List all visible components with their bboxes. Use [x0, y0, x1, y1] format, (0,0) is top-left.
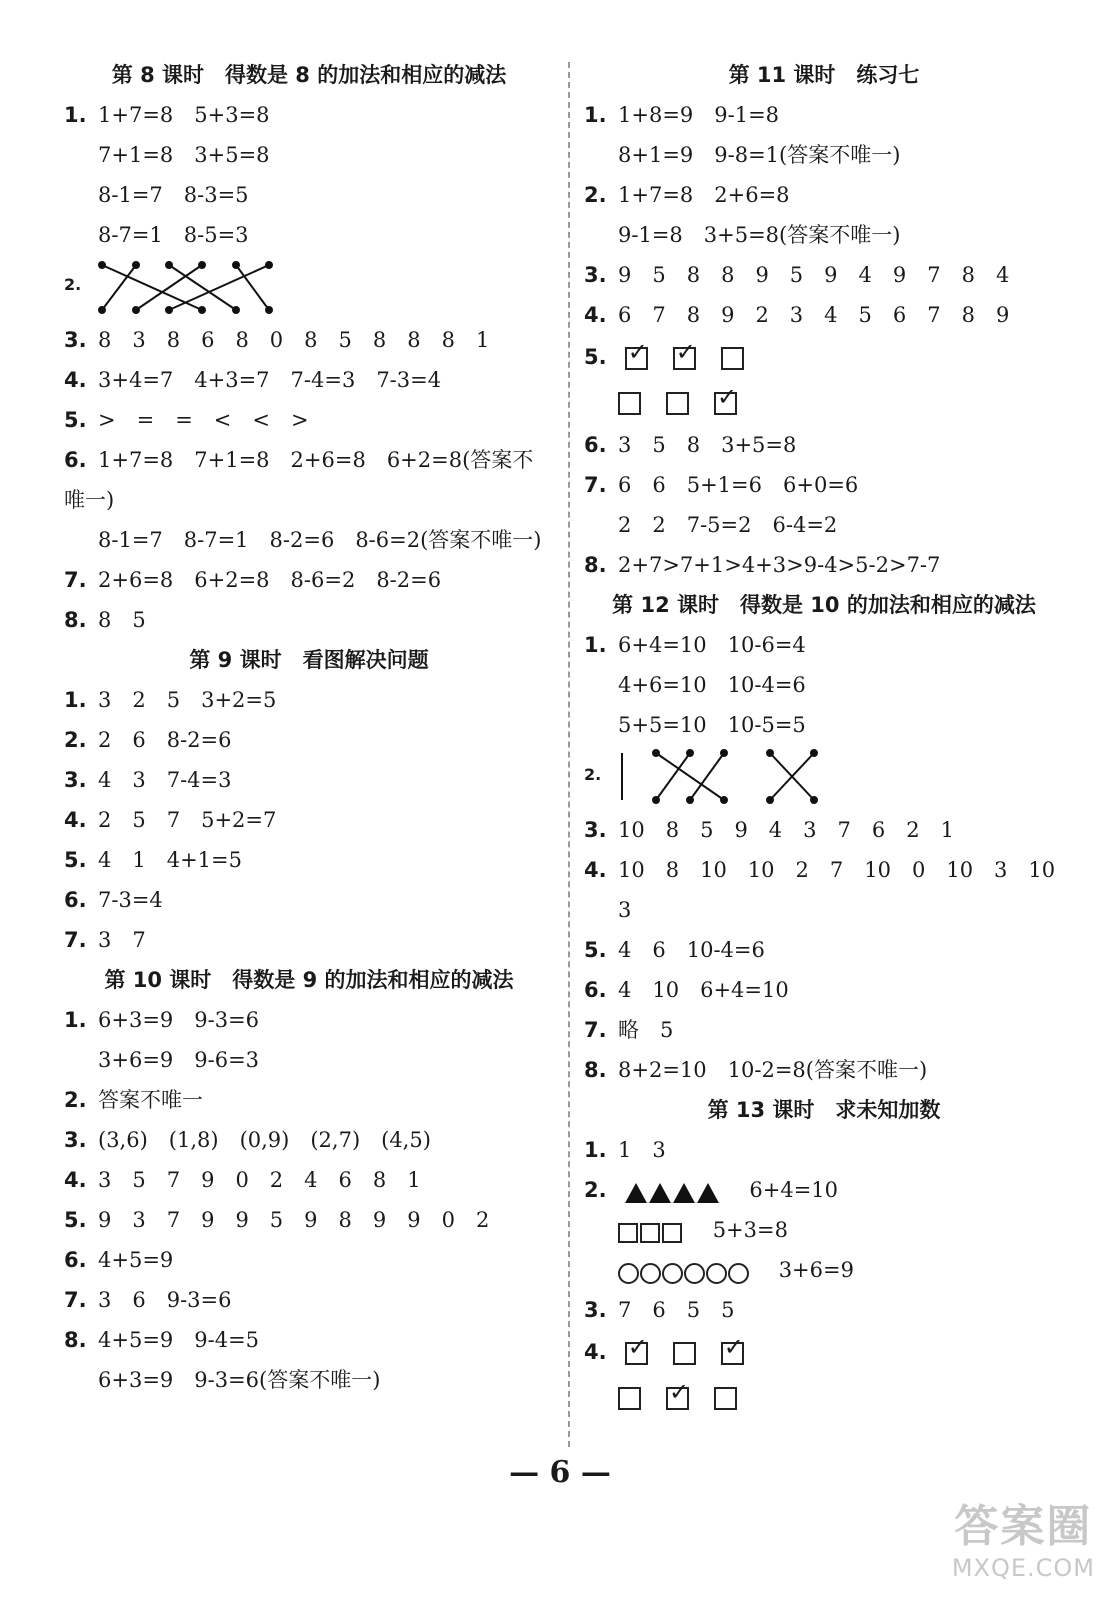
- q8-line: [584, 1050, 1064, 1090]
- q6-line: [64, 1240, 554, 1280]
- q7-cont: 2 2 7-5=2 6-4=2: [618, 513, 838, 537]
- watermark-title: 答案圈: [954, 1501, 1093, 1552]
- answer-text: 9 3 7 9 9 5 9 8 9 9 0 2: [98, 1208, 490, 1232]
- q2-matching: [64, 255, 554, 320]
- q2-line: [584, 1170, 1064, 1210]
- q4-line: [584, 850, 1064, 890]
- right-column: [584, 55, 1064, 1420]
- q1-line: [584, 625, 1064, 665]
- q7-line: [584, 1010, 1064, 1050]
- q3-line: [64, 1120, 554, 1160]
- answer-text: 5+3=8: [712, 1218, 788, 1242]
- q4-line: [584, 295, 1064, 335]
- q-number: 5.: [64, 1208, 87, 1232]
- q1-cont: 7+1=8 3+5=8: [98, 143, 270, 167]
- q-number: 6.: [584, 433, 607, 457]
- q-number: 3.: [584, 818, 607, 842]
- answer-text: 略 5: [618, 1018, 674, 1042]
- q-number: 8.: [584, 1058, 607, 1082]
- q1-cont: 8-1=7 8-3=5: [98, 183, 249, 207]
- answer-text: 8 5: [98, 608, 146, 632]
- q2-cont: [584, 1250, 1064, 1290]
- answer-text: 3 6 9-3=6: [98, 1288, 232, 1312]
- q-number: 8.: [64, 608, 87, 632]
- q-number: 5.: [584, 345, 607, 369]
- q5-line: [64, 400, 554, 440]
- squares-icon: [618, 1212, 684, 1252]
- answer-text: 9 5 8 8 9 5 9 4 9 7 8 4: [618, 263, 1010, 287]
- q1-line: [64, 1000, 554, 1040]
- q7-line: [584, 465, 1064, 505]
- q-number: 5.: [64, 408, 87, 432]
- q-number: 2.: [584, 1178, 607, 1202]
- q-number: 5.: [584, 938, 607, 962]
- q3-line: [584, 255, 1064, 295]
- q6-cont: 8-1=7 8-7=1 8-2=6 8-6=2(答案不唯一): [98, 528, 542, 552]
- q-number: 1.: [584, 633, 607, 657]
- empty-box-icon: [666, 392, 689, 415]
- q-number: 8.: [64, 1328, 87, 1352]
- q2-cont: 9-1=8 3+5=8(答案不唯一): [618, 223, 901, 247]
- q2-line: [64, 720, 554, 760]
- q7-line: [64, 920, 554, 960]
- answer-text: 1+7=8 7+1=8 2+6=8 6+2=8(答案不唯一): [64, 448, 534, 512]
- q6-line: [584, 970, 1064, 1010]
- q-number: 4.: [64, 1168, 87, 1192]
- lesson-13-title: 第 13 课时 求未知加数: [707, 1098, 941, 1122]
- q-number: 4.: [584, 1340, 607, 1364]
- q-number: 7.: [64, 1288, 87, 1312]
- empty-box-icon: [721, 347, 744, 370]
- answer-text: 8+2=10 10-2=8(答案不唯一): [618, 1058, 928, 1082]
- q-number: 6.: [64, 1248, 87, 1272]
- q-number: 2.: [584, 183, 607, 207]
- lesson-9-title: 第 9 课时 看图解决问题: [189, 648, 429, 672]
- checked-box-icon: [625, 347, 648, 370]
- q2-matching: [584, 745, 1064, 810]
- q6-line: [584, 425, 1064, 465]
- answer-text: 4 6 10-4=6: [618, 938, 765, 962]
- q-number: 7.: [584, 1018, 607, 1042]
- answer-text: 7 6 5 5: [618, 1298, 735, 1322]
- left-column: [64, 55, 554, 1400]
- q7-line: [64, 560, 554, 600]
- q5-line: [584, 930, 1064, 970]
- answer-text: 7-3=4: [98, 888, 163, 912]
- q-number: 4.: [64, 368, 87, 392]
- q1-cont: 3+6=9 9-6=3: [98, 1048, 260, 1072]
- q-number: 1.: [584, 103, 607, 127]
- matching-lines-figure: [94, 255, 334, 320]
- q1-line: [584, 1130, 1064, 1170]
- empty-box-icon: [714, 1387, 737, 1410]
- checked-box-icon: [721, 1342, 744, 1365]
- q-number: 3.: [584, 1298, 607, 1322]
- q-number: 6.: [64, 888, 87, 912]
- answer-text: 3 7: [98, 928, 146, 952]
- q4-checkboxes-row1: [584, 1330, 1064, 1375]
- answer-text: 4 10 6+4=10: [618, 978, 789, 1002]
- q4-line: [64, 360, 554, 400]
- q-number: 2.: [64, 728, 87, 752]
- empty-box-icon: [673, 1342, 696, 1365]
- answer-text: 3 5 8 3+5=8: [618, 433, 797, 457]
- q-number: 4.: [584, 858, 607, 882]
- q-number: 3.: [64, 768, 87, 792]
- q3-line: [584, 1290, 1064, 1330]
- q-number: 2.: [584, 765, 602, 784]
- answer-text: 1 3: [618, 1138, 666, 1162]
- q-number: 7.: [64, 928, 87, 952]
- q1-cont: 5+5=10 10-5=5: [618, 713, 806, 737]
- answer-text: 3+6=9: [778, 1258, 854, 1282]
- q-number: 3.: [584, 263, 607, 287]
- q5-line: [64, 1200, 554, 1240]
- answer-text: 4 3 7-4=3: [98, 768, 232, 792]
- answer-text: 2+6=8 6+2=8 8-6=2 8-2=6: [98, 568, 442, 592]
- answer-text: 6+4=10 10-6=4: [618, 633, 806, 657]
- q2-line: [584, 175, 1064, 215]
- answer-text: 10 8 10 10 2 7 10 0 10 3 10: [618, 858, 1056, 882]
- answer-text: 2 6 8-2=6: [98, 728, 232, 752]
- q3-line: [584, 810, 1064, 850]
- answer-text: > = = < < >: [98, 408, 309, 432]
- answer-text: 6 7 8 9 2 3 4 5 6 7 8 9: [618, 303, 1010, 327]
- answer-text: 8 3 8 6 8 0 8 5 8 8 8 1: [98, 328, 490, 352]
- answer-text: 1+7=8 5+3=8: [98, 103, 270, 127]
- q8-line: [584, 545, 1064, 585]
- q3-line: [64, 760, 554, 800]
- answer-text: 4 1 4+1=5: [98, 848, 242, 872]
- q8-cont: 6+3=9 9-3=6(答案不唯一): [98, 1368, 381, 1392]
- q4-cont: 3: [618, 898, 632, 922]
- circles-icon: [618, 1252, 750, 1292]
- answer-text: 4+5=9: [98, 1248, 174, 1272]
- checked-box-icon: [666, 1387, 689, 1410]
- q1-line: [584, 95, 1064, 135]
- checked-box-icon: [714, 392, 737, 415]
- q-number: 1.: [64, 1008, 87, 1032]
- q-number: 6.: [584, 978, 607, 1002]
- empty-box-icon: [618, 1387, 641, 1410]
- answer-text: 3 5 7 9 0 2 4 6 8 1: [98, 1168, 421, 1192]
- q8-line: [64, 1320, 554, 1360]
- q-number: 1.: [64, 688, 87, 712]
- q6-line: [64, 880, 554, 920]
- answer-text: 1+8=9 9-1=8: [618, 103, 780, 127]
- column-divider: [568, 62, 570, 1447]
- q7-line: [64, 1280, 554, 1320]
- empty-box-icon: [618, 392, 641, 415]
- q3-line: [64, 320, 554, 360]
- q4-line: [64, 800, 554, 840]
- lesson-8-title: 第 8 课时 得数是 8 的加法和相应的减法: [111, 63, 507, 87]
- watermark-logo: [952, 1490, 1095, 1582]
- answer-text: 4+5=9 9-4=5: [98, 1328, 260, 1352]
- answer-text: 6+4=10: [749, 1178, 839, 1202]
- triangles-icon: [625, 1172, 721, 1212]
- q2-line: [64, 1080, 554, 1120]
- answer-text: 6 6 5+1=6 6+0=6: [618, 473, 859, 497]
- q4-checkboxes-row2: [584, 1375, 1064, 1420]
- q-number: 1.: [584, 1138, 607, 1162]
- answer-text: 3 2 5 3+2=5: [98, 688, 277, 712]
- q-number: 2.: [64, 1088, 87, 1112]
- q6-line: [64, 440, 554, 520]
- answer-text: 1+7=8 2+6=8: [618, 183, 790, 207]
- answer-text: 6+3=9 9-3=6: [98, 1008, 260, 1032]
- page-number: — 6 —: [509, 1455, 611, 1490]
- checked-box-icon: [625, 1342, 648, 1365]
- q5-checkboxes-row1: [584, 335, 1064, 380]
- matching-lines-figure: [614, 745, 834, 810]
- q-number: 8.: [584, 553, 607, 577]
- answer-text: (3,6) (1,8) (0,9) (2,7) (4,5): [98, 1128, 431, 1152]
- answer-text: 10 8 5 9 4 3 7 6 2 1: [618, 818, 954, 842]
- answer-text: 2 5 7 5+2=7: [98, 808, 277, 832]
- q1-cont: 8+1=9 9-8=1(答案不唯一): [618, 143, 901, 167]
- q1-cont: 8-7=1 8-5=3: [98, 223, 249, 247]
- q5-checkboxes-row2: [584, 380, 1064, 425]
- q1-cont: 4+6=10 10-4=6: [618, 673, 806, 697]
- q1-line: [64, 680, 554, 720]
- lesson-11-title: 第 11 课时 练习七: [728, 63, 920, 87]
- q2-cont: [584, 1210, 1064, 1250]
- q5-line: [64, 840, 554, 880]
- lesson-12-title: 第 12 课时 得数是 10 的加法和相应的减法: [612, 593, 1036, 617]
- q8-line: [64, 600, 554, 640]
- checked-box-icon: [673, 347, 696, 370]
- q-number: 4.: [584, 303, 607, 327]
- q4-line: [64, 1160, 554, 1200]
- q-number: 2.: [64, 275, 82, 294]
- answer-text: 2+7>7+1>4+3>9-4>5-2>7-7: [618, 553, 941, 577]
- q-number: 3.: [64, 1128, 87, 1152]
- answer-text: 3+4=7 4+3=7 7-4=3 7-3=4: [98, 368, 442, 392]
- q-number: 5.: [64, 848, 87, 872]
- q-number: 3.: [64, 328, 87, 352]
- q-number: 6.: [64, 448, 87, 472]
- lesson-10-title: 第 10 课时 得数是 9 的加法和相应的减法: [104, 968, 514, 992]
- q-number: 1.: [64, 103, 87, 127]
- q1-line: [64, 95, 554, 135]
- answer-text: 答案不唯一: [98, 1088, 203, 1112]
- q-number: 4.: [64, 808, 87, 832]
- q-number: 7.: [584, 473, 607, 497]
- watermark-url: MXQE.COM: [951, 1554, 1095, 1582]
- q-number: 7.: [64, 568, 87, 592]
